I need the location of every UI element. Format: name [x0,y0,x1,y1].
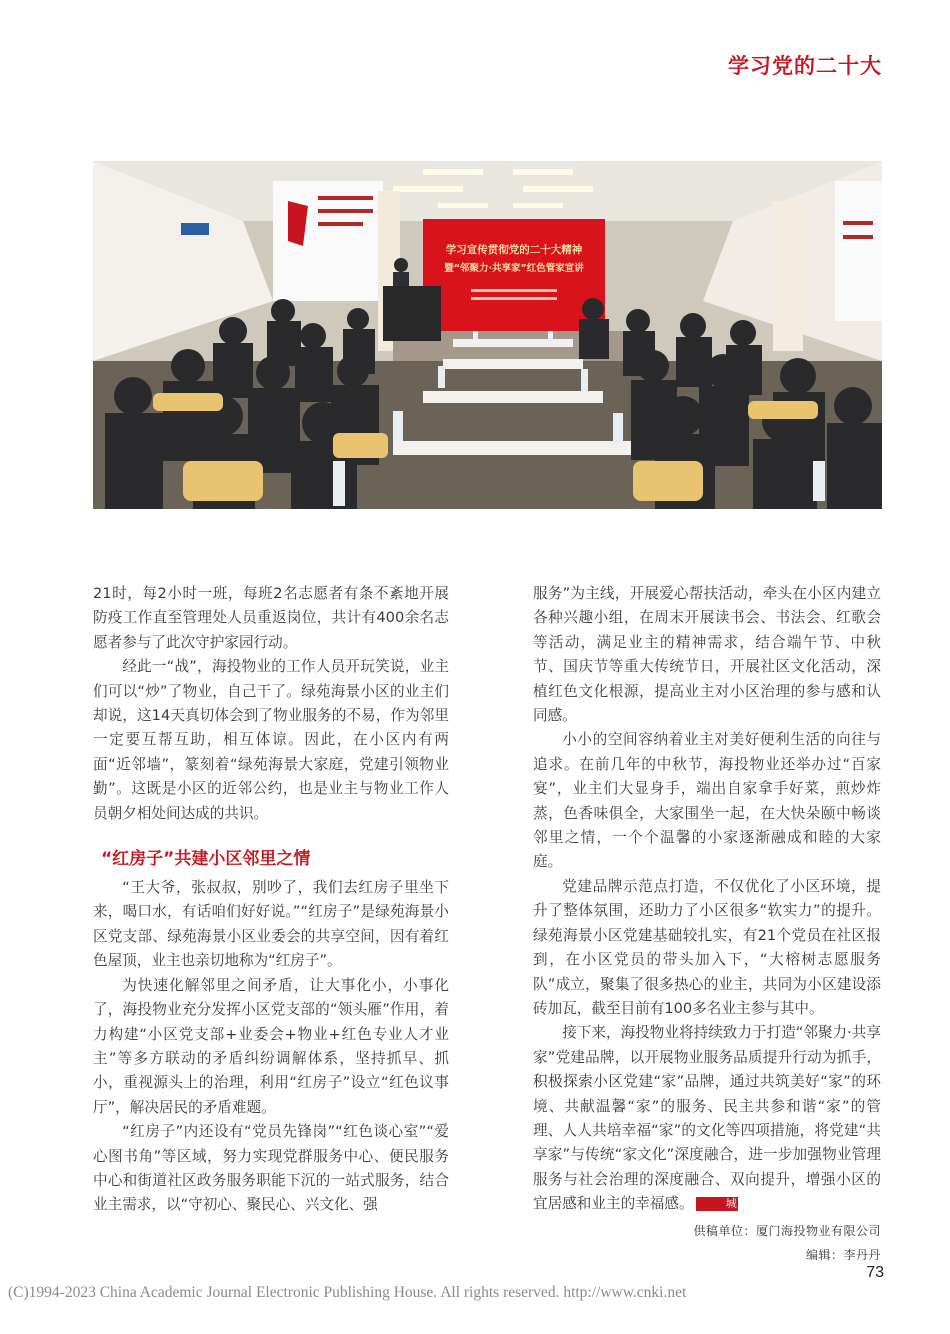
paragraph: 服务”为主线，开展爱心帮扶活动，牵头在小区内建立各种兴趣小组，在周末开展读书会、书法会、红歌会等活动，满足业主的精神需求，结合端午节、中秋节、国庆节等重大传统节日，开展社区文化活动，深植红色文化根源，提高业主对小区治理的参与感和认同感。 [533,585,881,725]
right-column [533,582,881,1267]
copyright-notice: (C)1994-2023 China Academic Journal Electronic Publishing House. All rights reserved. http://www.cnki.net [8,1284,687,1301]
paragraph-text: 接下来，海投物业将持续致力于打造“邻聚力·共享家”党建品牌，以开展物业服务品质提升行动为抓手，积极探索小区党建“家”品牌，通过共筑美好“家”的环境、共献温馨“家”的服务、民主共参和谐“家”的管理、人人共培幸福“家”的文化等四项措施，将党建“共享家”与传统“家文化”深度融合，进一步加强物业管理服务与社会治理的深度融合、双向提升，增强小区的宜居感和业主的幸福感。 [533,1024,881,1213]
editor-credit: 编辑：李丹丹 [805,1247,881,1262]
supplier-credit: 供稿单位：厦门海投物业有限公司 [693,1223,881,1238]
left-column [93,582,449,1218]
paragraph [533,1021,881,1216]
paragraph: “红房子”内还设有“党员先锋岗”“红色谈心室”“爱心图书角”等区域，努力实现党群服务中心、便民服务中心和街道社区政务服务职能下沉的一站式服务，结合业主需求，以“守初心、聚民心、兴文化、强 [93,1123,449,1214]
screen-title: 学习宣传贯彻党的二十大精神 [445,244,583,256]
paragraph: 党建品牌示范点打造，不仅优化了小区环境，提升了整体氛围，还助力了小区很多“软实力”的提升。绿苑海景小区党建基础较扎实，有21个党员在社区报到，在小区党员的带头加入下，“大榕树志愿服务队”成立，聚集了很多热心的业主，共同为小区建设添砖加瓦，截至目前有100多名业主参与其中。 [533,877,881,1017]
paragraph: 经此一“战”，海投物业的工作人员开玩笑说，业主们可以“炒”了物业，自己干了。绿苑海景小区的业主们却说，这14天真切体会到了物业服务的不易，作为邻里一定要互帮互助，相互体谅。因此，在小区内有两面“近邻墙”，篆刻着“绿苑海景大家庭，党建引领物业勤”。这既是小区的近邻公约，也是业主与物业工作人员朝夕相处间达成的共识。 [93,658,449,822]
paragraph: 小小的空间容纳着业主对美好便利生活的向往与追求。在前几年的中秋节，海投物业还举办过“百家宴”，业主们大显身手，端出自家拿手好菜，煎炒炸蒸，色香味俱全，大家围坐一起，在大快朵颐中畅谈邻里之情，一个个温馨的小家逐渐融成和睦的大家庭。 [533,731,881,871]
section-title: “红房子”共建小区邻里之情 [101,849,311,870]
meeting-photo [93,161,882,509]
screen-subtitle: 暨“邻聚力·共享家”红色管家宣讲 [444,263,584,274]
paragraph: 为快速化解邻里之间矛盾，让大事化小，小事化了，海投物业充分发挥小区党支部的“领头雁”作用，着力构建“小区党支部+业委会+物业+红色专业人才业主”等多方联动的矛盾纠纷调解体系，坚持抓早、抓小，重视源头上的治理，利用“红房子”设立“红色议事厅”，解决居民的矛盾难题。 [93,976,449,1116]
paragraph: “王大爷，张叔叔，别吵了，我们去红房子里坐下来，喝口水，有话咱们好好说。”“红房子”是绿苑海景小区党支部、绿苑海景小区业委会的共享空间，因有着红色屋顶，业主也亲切地称为“红房子”。 [93,879,449,970]
end-mark: 城 [696,1197,738,1211]
section-header: 学习党的二十大 [728,53,882,78]
paragraph: 21时，每2小时一班，每班2名志愿者有条不紊地开展防疫工作直至管理处人员重返岗位，共计有400余名志愿者参与了此次守护家园行动。 [93,585,449,651]
page-number: 73 [866,1264,884,1281]
